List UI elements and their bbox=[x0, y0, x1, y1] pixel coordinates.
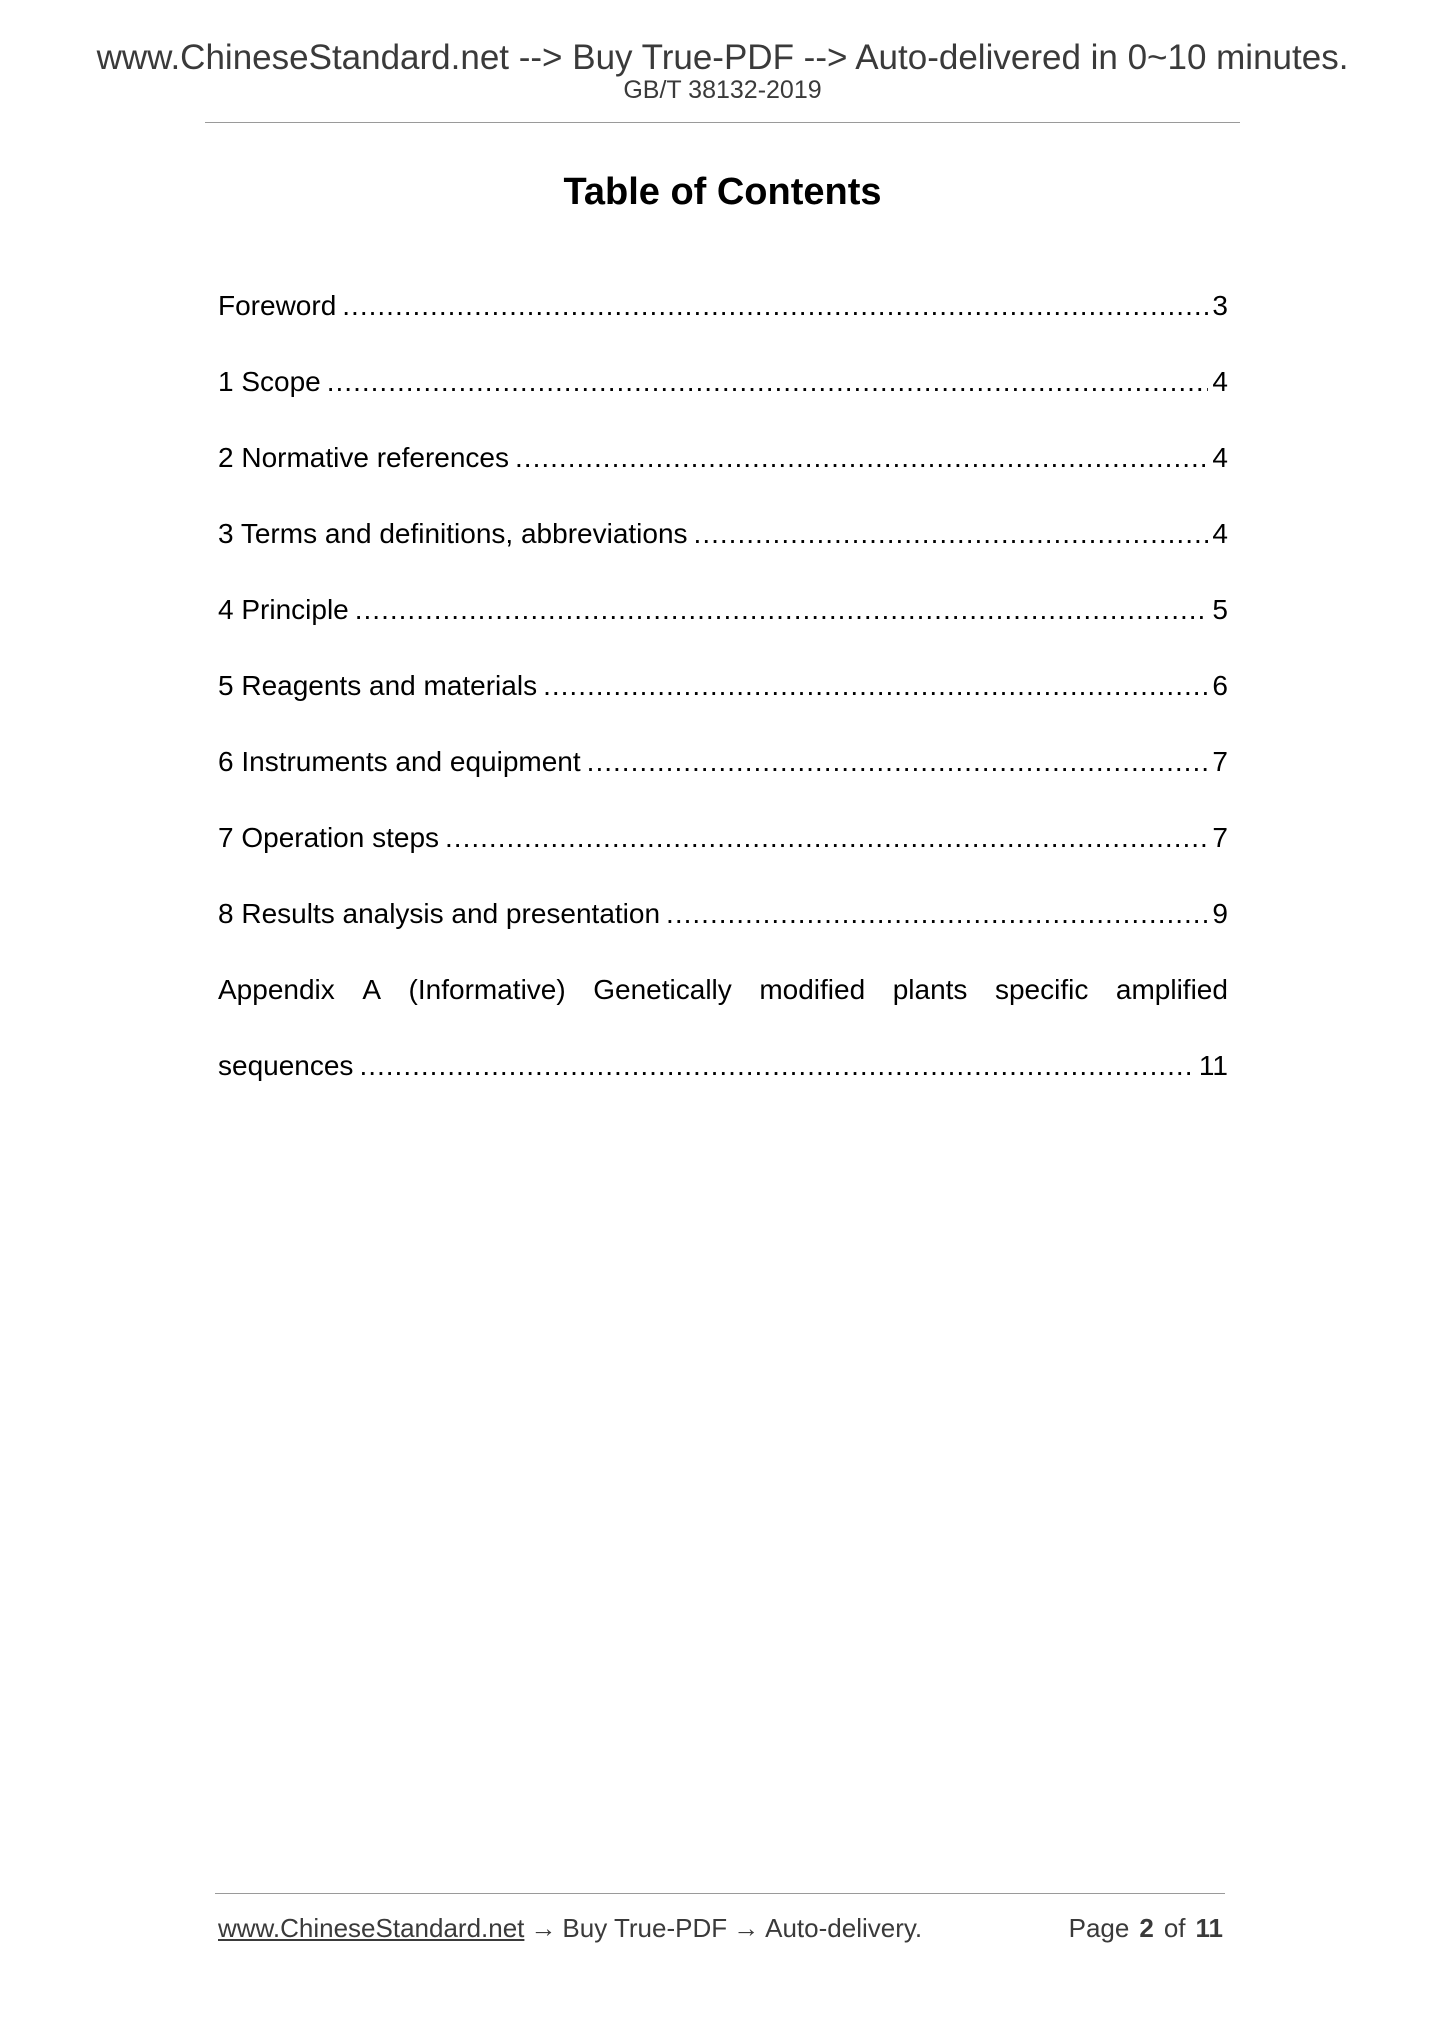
dot-leader bbox=[445, 820, 1208, 856]
toc-entry-appendix-a-continued[interactable] bbox=[218, 1048, 1228, 1084]
toc-entry-results-analysis[interactable] bbox=[218, 896, 1228, 932]
toc-entry-principle[interactable] bbox=[218, 592, 1228, 628]
page-current: 2 bbox=[1139, 1913, 1154, 1943]
page-number bbox=[1069, 1912, 1223, 1944]
toc-entry-label: 7 Operation steps bbox=[218, 822, 440, 853]
toc-word: amplified bbox=[1115, 974, 1228, 1005]
toc-word: plants bbox=[892, 974, 968, 1005]
dot-leader bbox=[515, 440, 1208, 476]
toc-entry-terms-definitions[interactable] bbox=[218, 516, 1228, 552]
toc-entry-page: 4 bbox=[1212, 518, 1228, 549]
dot-leader bbox=[359, 1048, 1194, 1084]
dot-leader bbox=[327, 364, 1209, 400]
toc-entry-label: sequences bbox=[218, 1050, 354, 1081]
toc-entry-page: 5 bbox=[1212, 594, 1228, 625]
toc-entry-page: 9 bbox=[1212, 898, 1228, 929]
toc-entry-page: 4 bbox=[1212, 442, 1228, 473]
arrow-right-icon: → bbox=[733, 1913, 760, 1943]
header-divider bbox=[205, 122, 1240, 123]
toc-entry-page: 7 bbox=[1212, 746, 1228, 777]
toc-entry-page: 3 bbox=[1212, 290, 1228, 321]
toc-entry-foreword[interactable] bbox=[218, 288, 1228, 324]
header-banner: www.ChineseStandard.net --> Buy True-PDF --> Auto-delivered in 0~10 minutes. bbox=[96, 38, 1349, 77]
toc-entry-label: Foreword bbox=[218, 290, 337, 321]
page-total: 11 bbox=[1195, 1913, 1223, 1943]
toc-word: Appendix bbox=[218, 974, 335, 1005]
toc-word: A bbox=[362, 974, 381, 1005]
toc-entry-label: 8 Results analysis and presentation bbox=[218, 898, 661, 929]
document-code: GB/T 38132-2019 bbox=[623, 76, 822, 104]
toc-entry-label: 3 Terms and definitions, abbreviations bbox=[218, 518, 688, 549]
arrow-right-icon: → bbox=[530, 1913, 557, 1943]
toc-entry-page: 6 bbox=[1212, 670, 1228, 701]
footer-promo bbox=[218, 1912, 922, 1944]
toc-entry-appendix-a[interactable] bbox=[218, 972, 1228, 1008]
toc-entry-label: 1 Scope bbox=[218, 366, 321, 397]
dot-leader bbox=[355, 592, 1209, 628]
dot-leader bbox=[342, 288, 1208, 324]
dot-leader bbox=[694, 516, 1209, 552]
footer-divider bbox=[215, 1893, 1225, 1894]
dot-leader bbox=[587, 744, 1209, 780]
toc-entry-operation-steps[interactable] bbox=[218, 820, 1228, 856]
toc-entry-instruments-equipment[interactable] bbox=[218, 744, 1228, 780]
toc-entry-label: 5 Reagents and materials bbox=[218, 670, 538, 701]
toc-entry-label: 6 Instruments and equipment bbox=[218, 746, 581, 777]
footer-delivery-text: Auto-delivery. bbox=[765, 1913, 923, 1943]
footer-site-link[interactable]: www.ChineseStandard.net bbox=[218, 1913, 525, 1943]
toc-entry-page: 4 bbox=[1212, 366, 1228, 397]
dot-leader bbox=[543, 668, 1208, 704]
toc-entry-page: 7 bbox=[1212, 822, 1228, 853]
dot-leader bbox=[666, 896, 1208, 932]
toc-entry-scope[interactable] bbox=[218, 364, 1228, 400]
toc-entry-page: 11 bbox=[1198, 1050, 1228, 1081]
toc-word: specific bbox=[994, 974, 1089, 1005]
page-word: Page bbox=[1068, 1913, 1130, 1943]
page-title: Table of Contents bbox=[563, 171, 882, 213]
toc-word: (Informative) bbox=[408, 974, 566, 1005]
toc-entry-reagents-materials[interactable] bbox=[218, 668, 1228, 704]
toc-entry-label: 2 Normative references bbox=[218, 442, 510, 473]
toc-entry-normative-references[interactable] bbox=[218, 440, 1228, 476]
toc-word: Genetically bbox=[593, 974, 732, 1005]
of-word: of bbox=[1163, 1913, 1186, 1943]
toc-entry-label: 4 Principle bbox=[218, 594, 349, 625]
toc-word: modified bbox=[759, 974, 866, 1005]
footer-buy-text: Buy True-PDF bbox=[562, 1913, 728, 1943]
